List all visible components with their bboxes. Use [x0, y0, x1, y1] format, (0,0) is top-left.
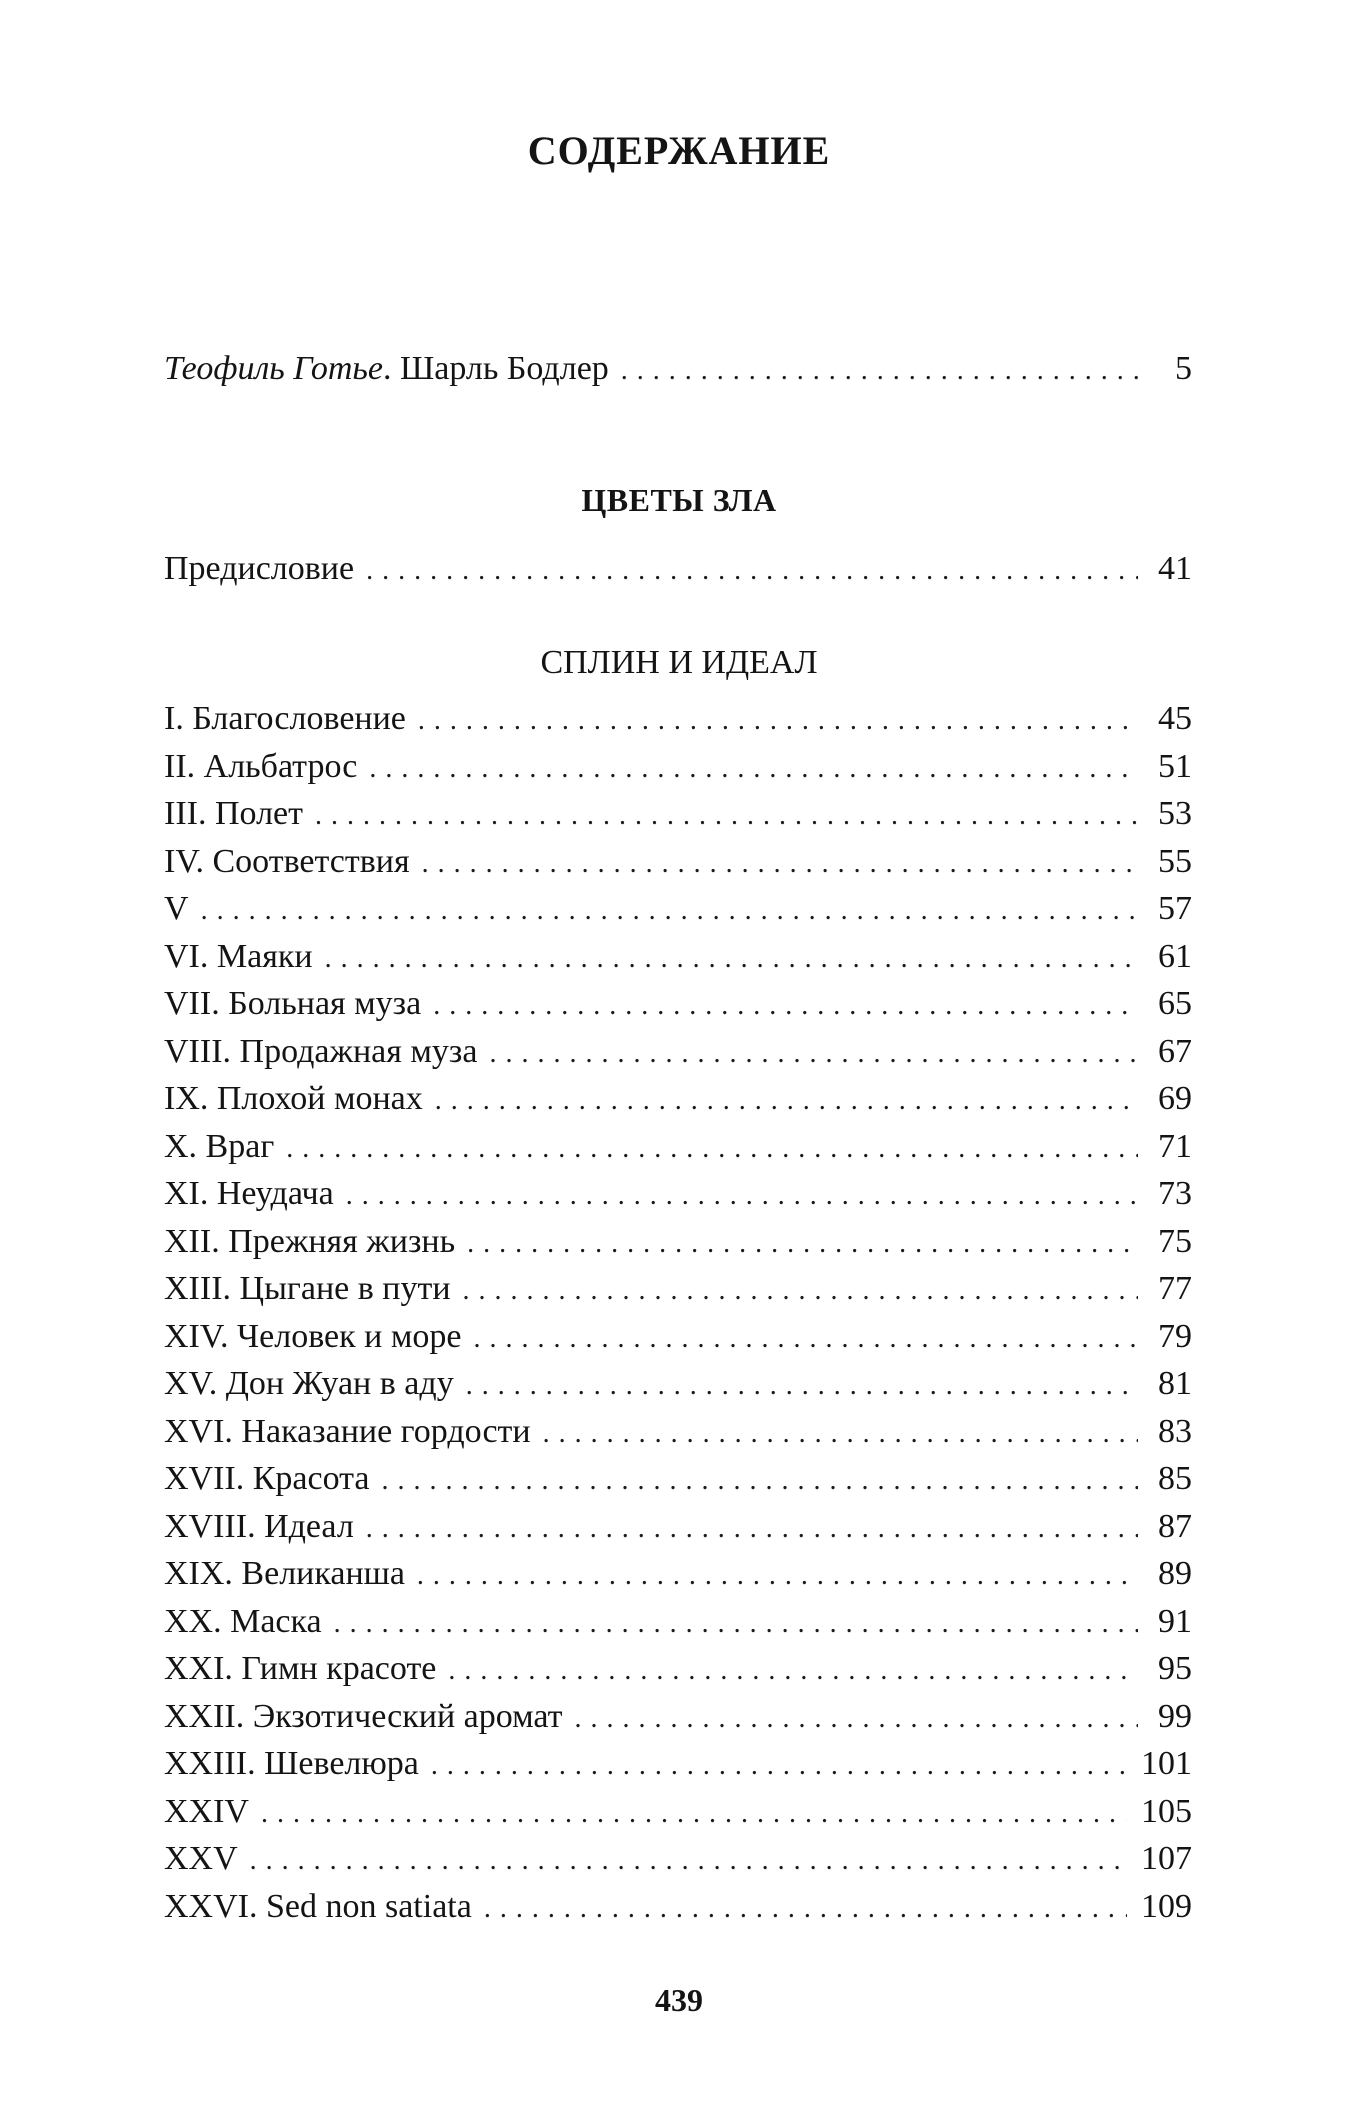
toc-entry-preface [164, 545, 1192, 593]
toc-entry-intro [164, 345, 1192, 393]
toc-entry [164, 1550, 1192, 1598]
toc-entry-page: 51 [1158, 747, 1192, 785]
toc-entry [164, 1740, 1192, 1788]
toc-entry-title [164, 345, 609, 393]
toc-entry-title: VII. Больная муза [164, 985, 422, 1022]
toc-entry-page: 89 [1158, 1555, 1192, 1592]
toc-entry-title: VIII. Продажная муза [164, 1032, 478, 1070]
dot-leader [431, 1742, 1127, 1790]
dot-leader [261, 1790, 1127, 1838]
contents-title: СОДЕРЖАНИЕ [527, 128, 831, 173]
dot-leader [489, 1030, 1138, 1078]
toc-entry-title: XIV. Человек и море [164, 1317, 462, 1355]
toc-entry-title: XVI. Наказание гордости [164, 1412, 531, 1450]
toc-entry [164, 1455, 1192, 1503]
toc-entry-page: 57 [1158, 890, 1192, 927]
toc-entry [164, 885, 1192, 933]
toc-entry-title: I. Благословение [164, 700, 406, 737]
toc-entry-title: XXII. Экзотический аромат [164, 1697, 563, 1735]
toc-entry [164, 743, 1192, 791]
toc-entry-page: 107 [1141, 1840, 1192, 1877]
dot-leader [467, 1220, 1138, 1268]
toc-entry [164, 1503, 1192, 1551]
toc-entry-title: Предисловие [164, 550, 355, 587]
toc-entry [164, 1218, 1192, 1266]
dot-leader [466, 1362, 1138, 1410]
dot-leader [417, 1552, 1138, 1600]
toc-entry [164, 1123, 1192, 1171]
toc-entry [164, 1788, 1192, 1836]
dot-leader [433, 982, 1138, 1030]
toc-entry-title: IX. Плохой монах [164, 1080, 423, 1117]
toc-entry-author: Теофиль Готье [164, 350, 383, 387]
toc-entry [164, 1075, 1192, 1123]
toc-entry [164, 1313, 1192, 1361]
toc-entry [164, 1598, 1192, 1646]
toc-entry-title: XX. Маска [164, 1602, 322, 1640]
toc-entry-page: 83 [1158, 1412, 1192, 1450]
toc-entry-page: 53 [1158, 795, 1192, 832]
toc-entry [164, 1265, 1192, 1313]
toc-entry-title: XXI. Гимн красоте [164, 1650, 437, 1687]
dot-leader [369, 745, 1138, 793]
toc-entry-page: 109 [1141, 1887, 1192, 1925]
dot-leader [325, 935, 1138, 983]
toc-entry-page: 105 [1141, 1792, 1192, 1830]
toc-entry-title: XXIV [164, 1792, 249, 1830]
toc-entry [164, 1170, 1192, 1218]
toc-entry-page: 55 [1158, 842, 1192, 880]
dot-leader [484, 1885, 1127, 1933]
toc-entry-title: VI. Маяки [164, 937, 313, 975]
dot-leader [250, 1837, 1127, 1885]
toc-entry [164, 1028, 1192, 1076]
dot-leader [574, 1695, 1138, 1743]
toc-entry-title: IV. Соответствия [164, 842, 410, 880]
toc-entry [164, 1360, 1192, 1408]
toc-entry-title: III. Полет [164, 795, 303, 832]
toc-entry-title: XIX. Великанша [164, 1555, 405, 1592]
toc-entry [164, 933, 1192, 981]
intro-entry-block [164, 345, 1192, 393]
toc-entry-page: 65 [1158, 985, 1192, 1022]
toc-entry-page: 101 [1141, 1745, 1192, 1782]
toc-entry-page: 41 [1158, 550, 1192, 587]
toc-entry [164, 980, 1192, 1028]
toc-entry-page: 69 [1158, 1080, 1192, 1117]
toc-entry [164, 1835, 1192, 1883]
dot-leader [473, 1315, 1138, 1363]
dot-leader [435, 1077, 1138, 1125]
toc-entry-title: XII. Прежняя жизнь [164, 1222, 456, 1260]
toc-entry-work: Шарль Бодлер [391, 350, 609, 387]
toc-entry-title: II. Альбатрос [164, 747, 358, 785]
toc-entry-page: 81 [1158, 1365, 1192, 1402]
toc-entry-page: 79 [1158, 1317, 1192, 1355]
section-title: СПЛИН И ИДЕАЛ [540, 644, 818, 681]
dot-leader [366, 547, 1138, 595]
dot-leader [543, 1410, 1138, 1458]
toc-entry-page: 77 [1158, 1270, 1192, 1307]
toc-entry-title: XV. Дон Жуан в аду [164, 1365, 454, 1402]
dot-leader [422, 840, 1138, 888]
dot-leader [366, 1505, 1138, 1553]
dot-leader [621, 347, 1138, 395]
toc-entry-page: 67 [1158, 1032, 1192, 1070]
dot-leader [418, 697, 1138, 745]
toc-entry [164, 790, 1192, 838]
toc-entry-title: XXIII. Шевелюра [164, 1745, 419, 1782]
dot-leader [201, 887, 1138, 935]
dot-leader [346, 1172, 1138, 1220]
book-title: ЦВЕТЫ ЗЛА [581, 482, 777, 518]
toc-entry-page: 99 [1158, 1697, 1192, 1735]
toc-entry [164, 1883, 1192, 1931]
toc-entry-page: 85 [1158, 1460, 1192, 1497]
toc-entry [164, 695, 1192, 743]
toc-entry-page: 71 [1158, 1127, 1192, 1165]
toc-entry-page: 73 [1158, 1175, 1192, 1212]
toc-entry-page: 87 [1158, 1507, 1192, 1545]
toc-entry-title: XVII. Красота [164, 1460, 370, 1497]
dot-leader [448, 1647, 1138, 1695]
toc-entry-page: 95 [1158, 1650, 1192, 1687]
toc-entry-title: XVIII. Идеал [164, 1507, 354, 1545]
toc-entry-page: 91 [1158, 1602, 1192, 1640]
dot-leader [382, 1457, 1138, 1505]
toc-entry [164, 1645, 1192, 1693]
dot-leader [315, 792, 1138, 840]
dot-leader [286, 1125, 1138, 1173]
toc-entry-title: XXV [164, 1840, 238, 1877]
toc-entry-title: XIII. Цыгане в пути [164, 1270, 451, 1307]
dot-leader [463, 1267, 1138, 1315]
toc-entry-title: XI. Неудача [164, 1175, 334, 1212]
toc-entry-title: XXVI. Sed non satiata [164, 1887, 472, 1925]
toc-entry-page: 45 [1158, 700, 1192, 737]
toc-entry-page: 75 [1158, 1222, 1192, 1260]
toc-entry-separator: . [382, 350, 392, 387]
toc-entry [164, 1693, 1192, 1741]
preface-entry-block [164, 545, 1192, 593]
toc-list [164, 695, 1192, 1930]
toc-entry [164, 838, 1192, 886]
page-number: 439 [655, 1982, 703, 2018]
toc-entry-title: V [164, 890, 189, 927]
toc-entry-title: X. Враг [164, 1127, 275, 1165]
toc-entry-page: 61 [1158, 937, 1192, 975]
toc-entry [164, 1408, 1192, 1456]
toc-entry-page: 5 [1175, 350, 1192, 387]
dot-leader [334, 1600, 1138, 1648]
